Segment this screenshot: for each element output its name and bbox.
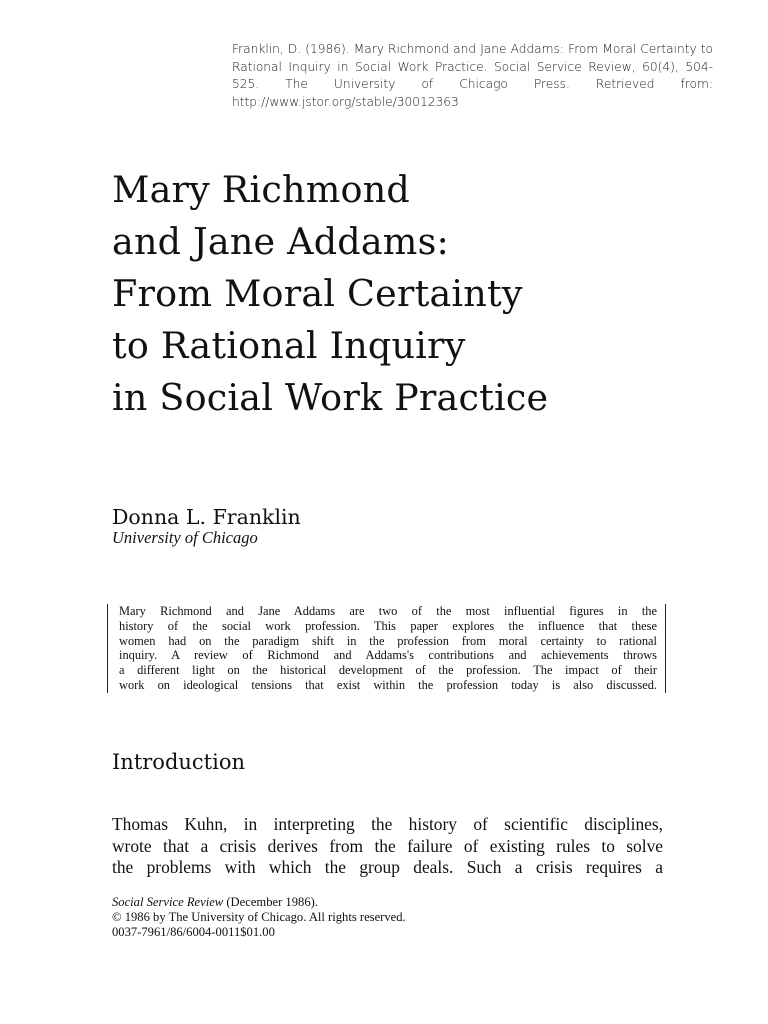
section-heading-introduction: Introduction: [112, 750, 245, 774]
author-name: Donna L. Franklin: [112, 505, 301, 529]
title-line: in Social Work Practice: [112, 376, 549, 419]
article-code: 0037-7961/86/6004-0011$01.00: [112, 925, 275, 939]
title-line: and Jane Addams:: [112, 220, 450, 263]
title-line: From Moral Certainty: [112, 272, 523, 315]
article-title: [112, 164, 732, 424]
abstract-line: Mary Richmond and Jane Addams are two of the most influential figures in the: [119, 604, 657, 618]
body-line: Thomas Kuhn, in interpreting the history of scientific disciplines,: [112, 814, 663, 834]
body-line: wrote that a crisis derives from the failure of existing rules to solve: [112, 835, 663, 856]
journal-name: Social Service Review: [112, 895, 224, 909]
title-line: Mary Richmond: [112, 168, 410, 211]
abstract-line: work on ideological tensions that exist within the profession today is also discussed.: [119, 677, 657, 692]
publication-footer: [112, 895, 512, 940]
journal-date: (December 1986).: [223, 895, 318, 909]
citation-note: Franklin, D. (1986). Mary Richmond and Jane Addams: From Moral Certainty to Rational Inquiry in Social Work Practice. Social Service Review, 60(4), 504-525. The University of Chicago Press. Retrieved from: http://www.jstor.org/stable/30012363: [232, 42, 713, 109]
author-affiliation: University of Chicago: [112, 528, 258, 547]
abstract-line: women had on the paradigm shift in the profession from moral certainty to rational: [119, 633, 657, 648]
body-paragraph: [112, 814, 663, 879]
abstract-line: history of the social work profession. This paper explores the influence that these: [119, 618, 657, 633]
body-line: the problems with which the group deals. Such a crisis requires a: [112, 857, 663, 877]
abstract-line: inquiry. A review of Richmond and Addams's contributions and achievements throws: [119, 648, 657, 663]
abstract: [107, 604, 666, 693]
title-line: to Rational Inquiry: [112, 324, 466, 367]
copyright-line: © 1986 by The University of Chicago. All rights reserved.: [112, 910, 406, 924]
footer-journal-line: [112, 895, 512, 910]
abstract-line: a different light on the historical development of the profession. The impact of their: [119, 663, 657, 678]
